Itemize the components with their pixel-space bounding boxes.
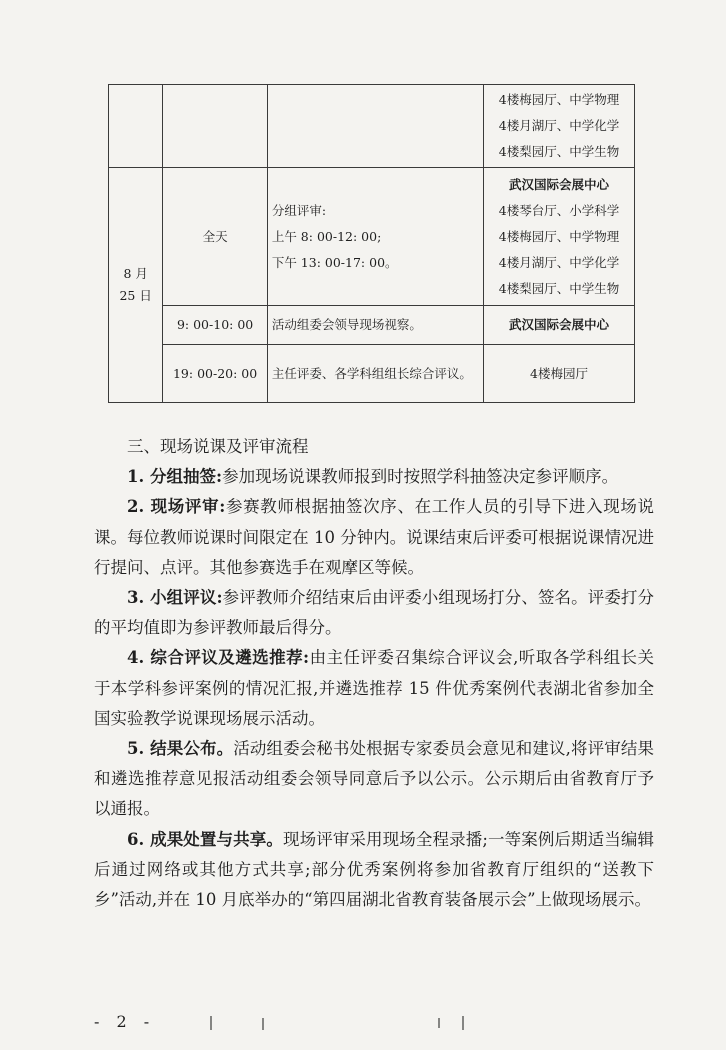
- paragraph-text: 参赛教师根据抽签次序、在工作人员的引导下进入现场说课。每位教师说课时间限定在 10 分钟内。说课结束后评委可根据说课情况进行提问、点评。其他参赛选手在观摩区等候。: [94, 497, 655, 577]
- venue-line: 4楼梅园厅、中学物理: [498, 228, 620, 244]
- venue-cell: [483, 85, 634, 168]
- table-row: [109, 345, 635, 403]
- venue-line: 4楼梨园厅、中学生物: [498, 144, 620, 159]
- venue-line: 4楼梨园厅、中学生物: [498, 280, 620, 296]
- venue-cell: [483, 168, 634, 306]
- scan-mark: [210, 1016, 212, 1030]
- venue-cell: 4楼梅园厅: [483, 345, 634, 403]
- section-heading: 三、现场说课及评审流程: [127, 437, 309, 456]
- activity-line: 上午 8: 00-12: 00;: [271, 228, 382, 244]
- time-cell-empty: [163, 85, 267, 168]
- body-text: [94, 432, 654, 915]
- paragraph: [94, 492, 654, 583]
- paragraph: [94, 462, 654, 492]
- activity-cell: 主任评委、各学科组组长综合评议。: [267, 345, 483, 403]
- paragraph: [94, 734, 654, 825]
- paragraph-label: 5. 结果公布。: [127, 739, 234, 759]
- paragraph-text: 活动组委会秘书处根据专家委员会意见和建议,将评审结果和遴选推荐意见报活动组委会领导同意后予以公示。公示期后由省教育厅予以通报。: [94, 739, 654, 819]
- venue-line: 4楼梅园厅、中学物理: [498, 92, 620, 107]
- paragraph-text: 参加现场说课教师报到时按照学科抽签决定参评顺序。: [222, 467, 619, 487]
- venue-cell: 武汉国际会展中心: [483, 306, 634, 345]
- page-number: - 2 -: [94, 1012, 156, 1031]
- paragraph-label: 1. 分组抽签:: [127, 467, 223, 487]
- date-cell: [109, 168, 163, 403]
- activity-line: 分组评审:: [271, 202, 327, 218]
- table-row: [109, 168, 635, 306]
- date-day: 25 日: [119, 288, 152, 303]
- table-row: [109, 306, 635, 345]
- venue-line: 4楼月湖厅、中学化学: [498, 254, 620, 270]
- activity-cell-empty: [267, 85, 483, 168]
- time-cell: 9: 00-10: 00: [163, 306, 267, 345]
- time-cell: 19: 00-20: 00: [163, 345, 267, 403]
- paragraph-text: 由主任评委召集综合评议会,听取各学科组长关于本学科参评案例的情况汇报,并遴选推荐 15 件优秀案例代表湖北省参加全国实验教学说课现场展示活动。: [94, 648, 654, 728]
- scan-mark: [262, 1018, 264, 1030]
- activity-cell: [267, 168, 483, 306]
- time-cell: 全天: [163, 168, 267, 306]
- venue-line: 4楼琴台厅、小学科学: [498, 202, 620, 218]
- scan-mark: [438, 1018, 440, 1028]
- paragraph-text: 现场评审采用现场全程录播;一等案例后期适当编辑后通过网络或其他方式共享;部分优秀案例将参加省教育厅组织的“送教下乡”活动,并在 10 月底举办的“第四届湖北省教育装备展示会”上做现场展示。: [94, 829, 654, 910]
- paragraph-label: 4. 综合评议及遴选推荐:: [127, 648, 310, 668]
- activity-cell: 活动组委会领导现场视察。: [267, 306, 483, 345]
- scan-mark: [462, 1016, 464, 1030]
- table-row: [109, 85, 635, 168]
- venue-line: 4楼月湖厅、中学化学: [498, 118, 620, 133]
- paragraph-label: 3. 小组评议:: [127, 588, 223, 608]
- venue-title: 武汉国际会展中心: [508, 176, 609, 192]
- paragraph-label: 6. 成果处置与共享。: [127, 829, 283, 849]
- paragraph: [94, 583, 654, 643]
- date-month: 8 月: [123, 266, 148, 281]
- paragraph: [94, 825, 654, 916]
- schedule-table: [108, 84, 635, 403]
- paragraph-label: 2. 现场评审:: [127, 497, 226, 517]
- activity-line: 下午 13: 00-17: 00。: [271, 254, 398, 270]
- date-cell-empty: [109, 85, 163, 168]
- paragraph-text: 参评教师介绍结束后由评委小组现场打分、签名。评委打分的平均值即为参评教师最后得分。: [94, 588, 655, 638]
- paragraph: [94, 643, 654, 734]
